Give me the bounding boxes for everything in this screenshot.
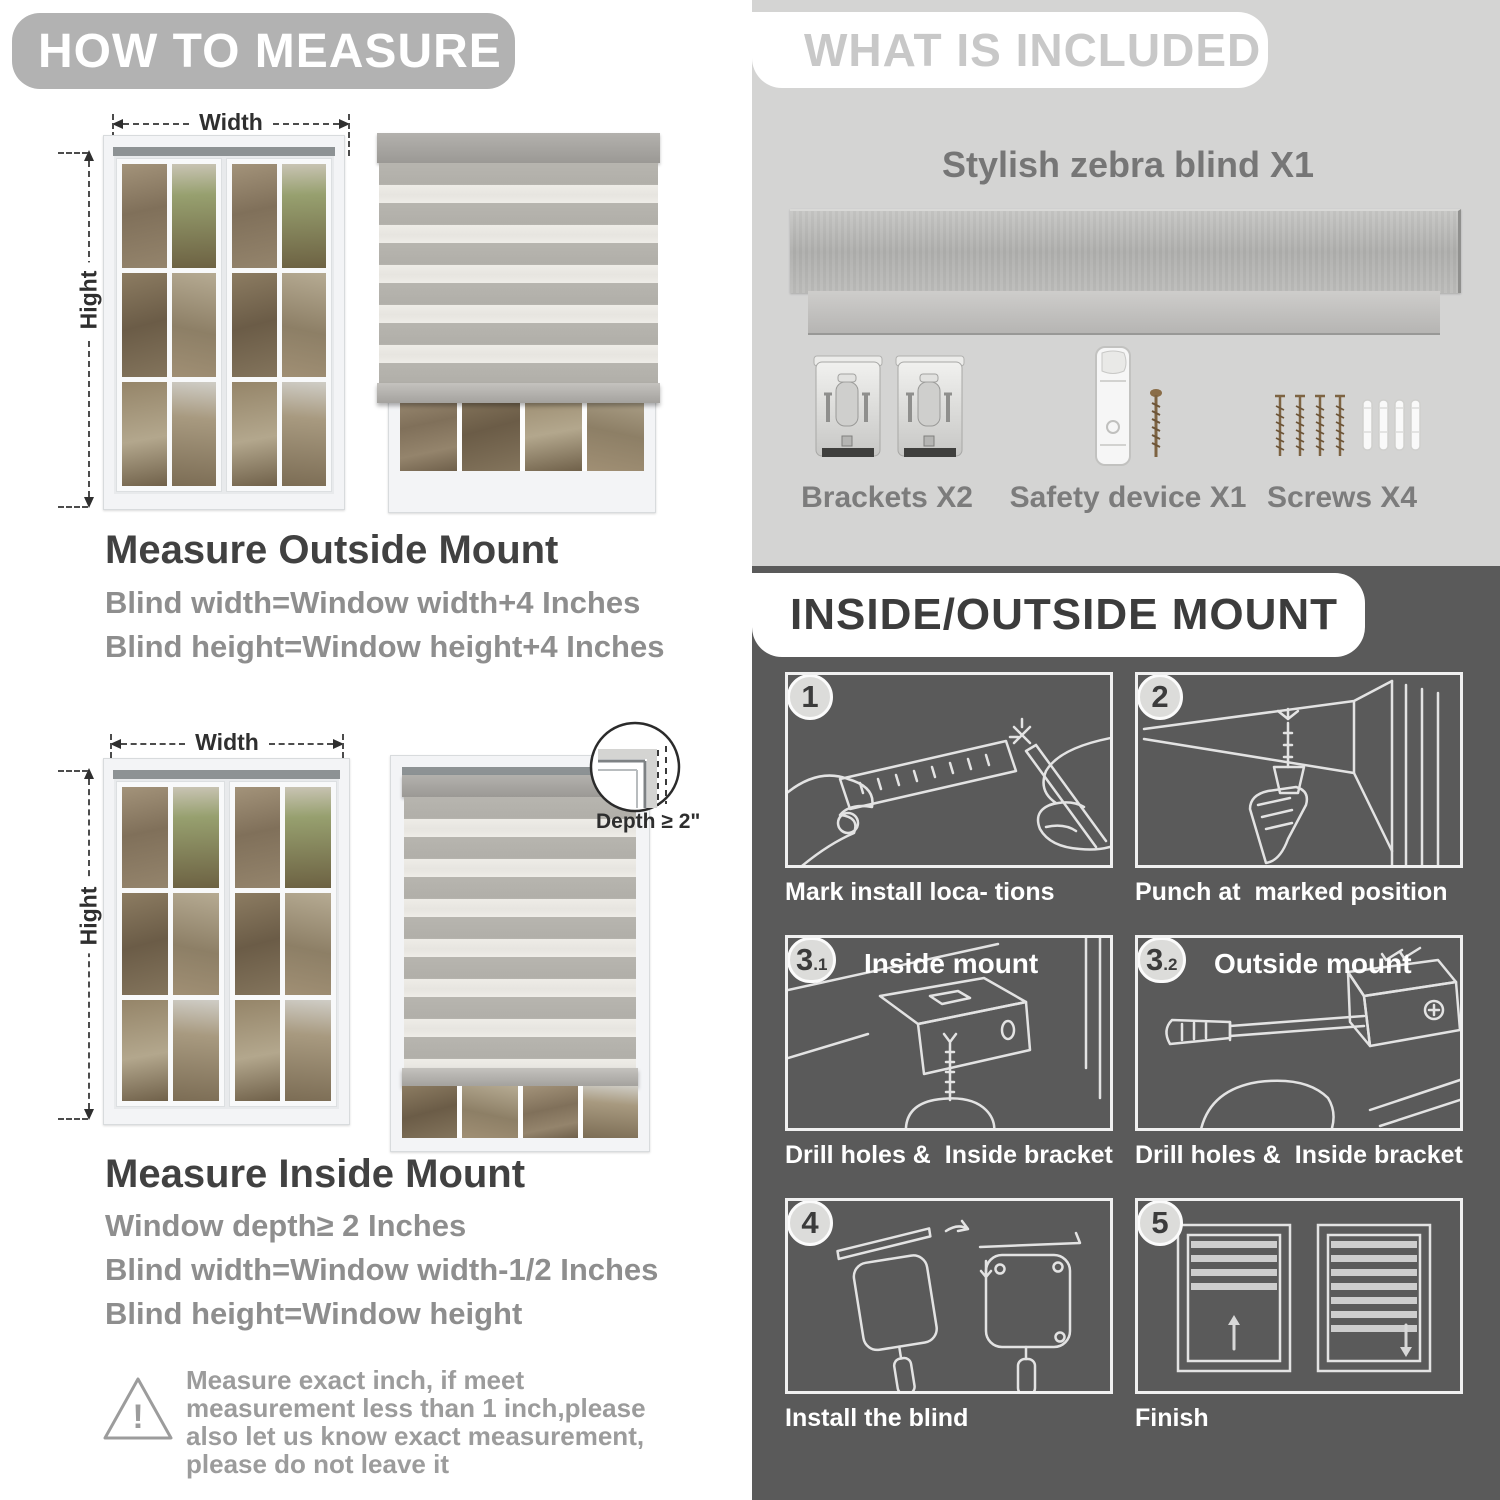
window-pane	[172, 382, 217, 486]
screws-label: Screws X4	[1266, 481, 1418, 514]
what-is-included-section	[752, 0, 1500, 566]
what-is-included-title: WHAT IS INCLUDED	[804, 24, 1262, 76]
step-3-2-caption: Drill holes & Inside bracket	[1135, 1141, 1463, 1169]
window-sash	[226, 158, 332, 492]
step-number-badge: 3 .2	[1137, 937, 1186, 983]
inside-height-formula: Blind height=Window height	[105, 1296, 523, 1331]
blind-outside-illustration	[377, 133, 660, 513]
inside-depth-formula: Window depth≥ 2 Inches	[105, 1208, 467, 1243]
what-is-included-header	[752, 12, 1268, 88]
window-pane	[235, 893, 281, 994]
window-pane	[462, 1086, 517, 1138]
window-pane	[282, 273, 327, 377]
mount-title: INSIDE/OUTSIDE MOUNT	[790, 590, 1339, 639]
inside-width-formula: Blind width=Window width-1/2 Inches	[105, 1252, 659, 1287]
blind-bottom-rail	[402, 1068, 638, 1086]
brackets-icon	[812, 352, 967, 470]
window-pane	[173, 893, 219, 994]
mount-steps-section	[752, 566, 1500, 1500]
blind-cassette	[377, 133, 660, 163]
outside-mount-heading: Measure Outside Mount	[105, 528, 559, 572]
step-1-caption: Mark install loca- tions	[785, 878, 1055, 906]
blind-item-label: Stylish zebra blind X1	[941, 144, 1315, 185]
window-photo-outside	[103, 135, 345, 510]
window-pane	[173, 787, 219, 888]
step-2-caption: Punch at marked position	[1135, 878, 1448, 906]
step-4-caption: Install the blind	[785, 1404, 969, 1432]
height-label-outside: Hight	[72, 263, 107, 338]
window-pane	[122, 273, 167, 377]
height-arrow-outside	[75, 150, 102, 508]
step-4-tile	[785, 1198, 1113, 1394]
drill-illustration	[1138, 675, 1463, 868]
window-pane	[122, 382, 167, 486]
mount-header	[752, 573, 1365, 657]
warning-glyph: !	[132, 1398, 144, 1436]
window-pane	[172, 273, 217, 377]
window-track	[113, 147, 335, 156]
window-pane	[232, 164, 277, 268]
window-pane	[122, 787, 168, 888]
safety-device-icon	[1088, 345, 1178, 470]
how-to-measure-title: HOW TO MEASURE	[38, 24, 502, 78]
screws-icon	[1267, 392, 1432, 464]
window-pane	[402, 1086, 457, 1138]
width-arrow-inside	[110, 728, 344, 756]
window-pane	[282, 164, 327, 268]
width-arrow-outside	[112, 108, 350, 136]
outside-height-formula: Blind height=Window height+4 Inches	[105, 629, 665, 664]
window-pane	[285, 787, 331, 888]
window-sashes	[114, 779, 339, 1109]
window-pane	[122, 164, 167, 268]
step-3-1-tile	[785, 935, 1113, 1131]
width-label-inside: Width	[195, 728, 259, 755]
window-sash	[116, 781, 225, 1107]
height-arrow-inside	[75, 768, 102, 1120]
window-pane	[285, 1000, 331, 1101]
window-pane	[122, 1000, 168, 1101]
window-sash	[116, 158, 222, 492]
window-pane	[583, 1086, 638, 1138]
outside-width-formula: Blind width=Window width+4 Inches	[105, 585, 641, 620]
zebra-stripes	[404, 797, 636, 1068]
window-pane	[122, 893, 168, 994]
window-pane	[282, 382, 327, 486]
window-pane	[523, 1086, 578, 1138]
window-pane	[235, 787, 281, 888]
zebra-stripes	[379, 163, 658, 383]
step-number-badge: 5	[1137, 1200, 1183, 1246]
zebra-blind-bar	[790, 209, 1461, 293]
inside-mount-heading: Measure Inside Mount	[105, 1152, 526, 1196]
depth-circle-icon	[588, 720, 682, 814]
step-3-2-label: Outside mount	[1214, 948, 1412, 979]
window-pane	[232, 273, 277, 377]
window-sashes	[114, 156, 334, 494]
height-label-inside: Hight	[72, 878, 107, 953]
step-3-1-caption: Drill holes & Inside bracket	[785, 1141, 1113, 1169]
step-number-badge: 3 .1	[787, 937, 836, 983]
window-pane	[173, 1000, 219, 1101]
window-photo-inside	[103, 758, 350, 1125]
window-pane	[285, 893, 331, 994]
step-3-1-label: Inside mount	[864, 948, 1039, 979]
window-pane	[235, 1000, 281, 1101]
step-1-tile	[785, 672, 1113, 868]
step-3-2-tile	[1135, 935, 1463, 1131]
brackets-label: Brackets X2	[801, 481, 973, 514]
step-number-badge: 2	[1137, 674, 1183, 720]
window-track	[113, 770, 340, 779]
step-number-badge: 4	[787, 1200, 833, 1246]
install-blind-illustration	[788, 1201, 1113, 1394]
zebra-blind-bar-lower	[808, 291, 1440, 335]
blind-bottom-rail	[377, 383, 660, 403]
mark-locations-illustration	[788, 675, 1113, 868]
width-label-outside: Width	[199, 108, 263, 135]
step-number-badge: 1	[787, 674, 833, 720]
how-to-measure-header	[12, 13, 515, 89]
step-2-tile	[1135, 672, 1463, 868]
window-pane	[172, 164, 217, 268]
measure-note: Measure exact inch, if meet measurement less than 1 inch,please also let us know exact measurement, please do not leave it	[186, 1365, 646, 1479]
safety-device-label: Safety device X1	[1009, 481, 1247, 514]
finish-illustration	[1138, 1201, 1463, 1394]
window-pane	[232, 382, 277, 486]
step-5-caption: Finish	[1135, 1404, 1209, 1432]
step-5-tile	[1135, 1198, 1463, 1394]
warning-icon	[98, 1372, 178, 1448]
window-sash	[229, 781, 338, 1107]
depth-label: Depth ≥ 2"	[596, 810, 701, 833]
